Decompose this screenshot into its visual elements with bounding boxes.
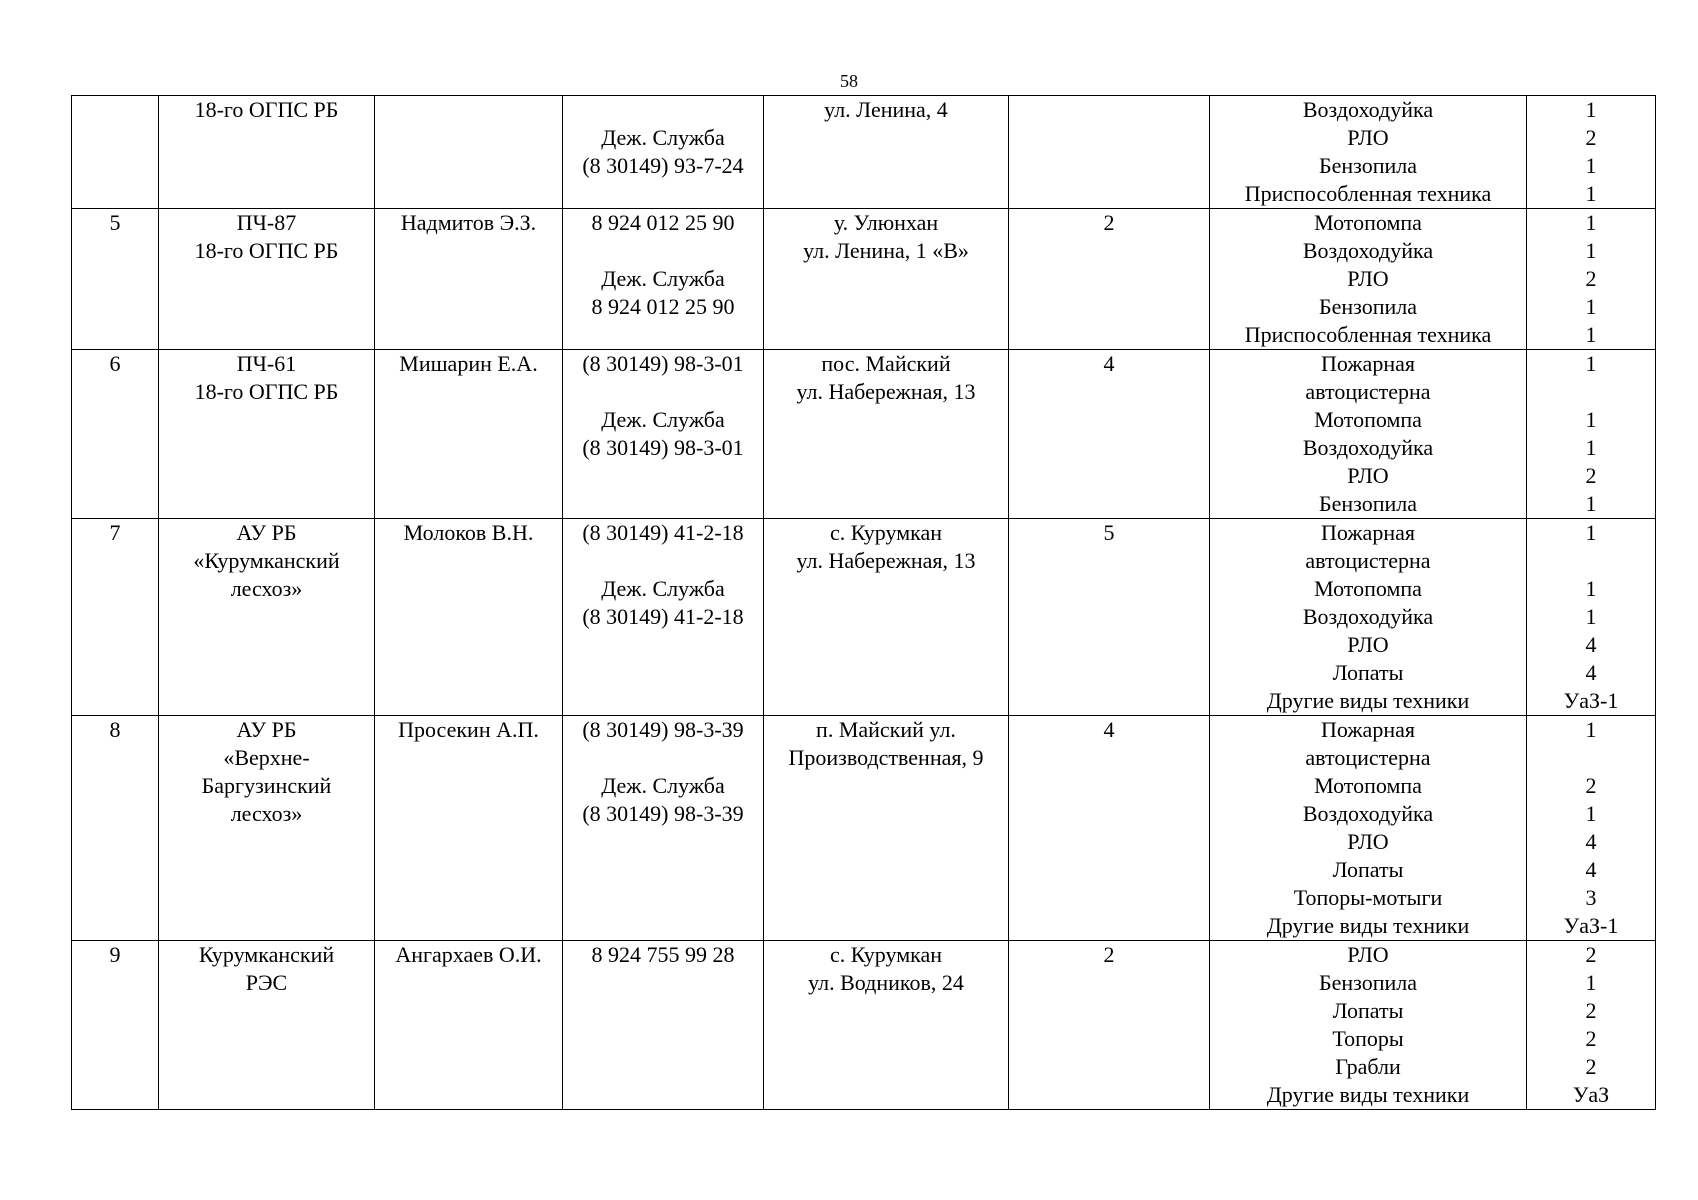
cell-head bbox=[375, 209, 563, 350]
cell-phone bbox=[563, 96, 764, 209]
cell-line: 4 bbox=[1585, 857, 1597, 882]
cell-quantity bbox=[1527, 941, 1656, 1110]
cell-equipment bbox=[1210, 716, 1527, 941]
cell-line: АУ РБ bbox=[236, 717, 297, 742]
cell-line: Производственная, 9 bbox=[788, 745, 984, 770]
cell-line: 8 bbox=[109, 717, 121, 742]
cell-address bbox=[764, 209, 1009, 350]
cell-equipment bbox=[1210, 941, 1527, 1110]
cell-line: 1 bbox=[1585, 491, 1597, 516]
cell-line: 2 bbox=[1585, 942, 1597, 967]
cell-quantity bbox=[1527, 96, 1656, 209]
cell-line: ПЧ-61 bbox=[236, 351, 297, 376]
cell-line: УаЗ-1 bbox=[1563, 688, 1619, 713]
cell-line: с. Курумкан bbox=[829, 520, 943, 545]
cell-line: 2 bbox=[1585, 1026, 1597, 1051]
cell-phone bbox=[563, 941, 764, 1110]
cell-line: Мотопомпа bbox=[1314, 773, 1422, 798]
cell-line: 18-го ОГПС РБ bbox=[194, 97, 339, 122]
cell-line: 1 bbox=[1585, 153, 1597, 178]
cell-line: 8 924 012 25 90 bbox=[591, 294, 735, 319]
cell-line: Деж. Служба bbox=[601, 266, 725, 291]
cell-line: у. Улюнхан bbox=[833, 210, 939, 235]
cell-line bbox=[565, 378, 761, 406]
table-row bbox=[72, 941, 1656, 1110]
cell-line: Топоры bbox=[1332, 1026, 1404, 1051]
cell-line: 1 bbox=[1585, 604, 1597, 629]
cell-number bbox=[72, 716, 159, 941]
cell-line: 5 bbox=[1103, 520, 1115, 545]
cell-address bbox=[764, 350, 1009, 519]
cell-line: 1 bbox=[1585, 717, 1597, 742]
cell-line: автоцистерна bbox=[1305, 745, 1431, 770]
cell-line: Бензопила bbox=[1318, 970, 1418, 995]
cell-line: (8 30149) 98-3-39 bbox=[582, 801, 744, 826]
cell-line: Другие виды техники bbox=[1266, 1082, 1470, 1107]
cell-line: Мотопомпа bbox=[1314, 210, 1422, 235]
cell-line: (8 30149) 41-2-18 bbox=[582, 520, 744, 545]
cell-line: 1 bbox=[1585, 238, 1597, 263]
cell-line: 2 bbox=[1103, 210, 1115, 235]
cell-line: Бензопила bbox=[1318, 153, 1418, 178]
cell-phone bbox=[563, 350, 764, 519]
cell-line: 1 bbox=[1585, 435, 1597, 460]
cell-equipment bbox=[1210, 519, 1527, 716]
cell-organization bbox=[159, 519, 375, 716]
cell-line: Ангархаев О.И. bbox=[395, 942, 542, 967]
cell-line: 1 bbox=[1585, 970, 1597, 995]
cell-line: УаЗ-1 bbox=[1563, 913, 1619, 938]
cell-staff-count bbox=[1009, 716, 1210, 941]
cell-line: 2 bbox=[1585, 1054, 1597, 1079]
cell-line: Пожарная bbox=[1321, 520, 1415, 545]
cell-line: «Верхне- bbox=[223, 745, 310, 770]
cell-organization bbox=[159, 716, 375, 941]
cell-line: Воздоходуйка bbox=[1302, 238, 1434, 263]
cell-line: Грабли bbox=[1335, 1054, 1401, 1079]
cell-quantity bbox=[1527, 519, 1656, 716]
cell-line: Мишарин Е.А. bbox=[399, 351, 538, 376]
cell-line: 1 bbox=[1585, 294, 1597, 319]
cell-line: Мотопомпа bbox=[1314, 576, 1422, 601]
cell-line: Воздоходуйка bbox=[1302, 604, 1434, 629]
cell-address bbox=[764, 519, 1009, 716]
cell-line: Пожарная bbox=[1321, 717, 1415, 742]
cell-quantity bbox=[1527, 716, 1656, 941]
cell-line: Топоры-мотыги bbox=[1293, 885, 1443, 910]
cell-head bbox=[375, 96, 563, 209]
cell-line: Мотопомпа bbox=[1314, 407, 1422, 432]
cell-line: «Курумканский bbox=[193, 548, 340, 573]
cell-line: Воздоходуйка bbox=[1302, 97, 1434, 122]
cell-line: ул. Водников, 24 bbox=[808, 970, 964, 995]
cell-staff-count bbox=[1009, 96, 1210, 209]
cell-line: Надмитов Э.З. bbox=[400, 210, 537, 235]
cell-head bbox=[375, 941, 563, 1110]
cell-line: Другие виды техники bbox=[1266, 688, 1470, 713]
cell-staff-count bbox=[1009, 209, 1210, 350]
cell-head bbox=[375, 716, 563, 941]
cell-line: 1 bbox=[1585, 322, 1597, 347]
table-row bbox=[72, 350, 1656, 519]
cell-line bbox=[1529, 378, 1653, 406]
cell-line: Лопаты bbox=[1332, 857, 1404, 882]
cell-line: РЛО bbox=[1347, 829, 1389, 854]
cell-line: Бензопила bbox=[1318, 491, 1418, 516]
cell-line: Воздоходуйка bbox=[1302, 435, 1434, 460]
cell-line: автоцистерна bbox=[1305, 548, 1431, 573]
cell-head bbox=[375, 350, 563, 519]
page-number: 58 bbox=[840, 71, 858, 91]
cell-line: РЛО bbox=[1347, 266, 1389, 291]
cell-line: 1 bbox=[1585, 407, 1597, 432]
cell-organization bbox=[159, 350, 375, 519]
table-row bbox=[72, 716, 1656, 941]
cell-phone bbox=[563, 519, 764, 716]
cell-line: 4 bbox=[1103, 717, 1115, 742]
cell-line: 4 bbox=[1585, 632, 1597, 657]
cell-line: Деж. Служба bbox=[601, 576, 725, 601]
cell-line: РЭС bbox=[245, 970, 288, 995]
resources-table bbox=[71, 95, 1656, 1110]
cell-line: Деж. Служба bbox=[601, 125, 725, 150]
cell-address bbox=[764, 716, 1009, 941]
cell-organization bbox=[159, 941, 375, 1110]
cell-line: (8 30149) 98-3-01 bbox=[582, 435, 744, 460]
cell-line: Пожарная bbox=[1321, 351, 1415, 376]
cell-line: ул. Ленина, 1 «В» bbox=[803, 238, 969, 263]
cell-line: Другие виды техники bbox=[1266, 913, 1470, 938]
cell-line: лесхоз» bbox=[230, 801, 303, 826]
cell-line: 8 924 755 99 28 bbox=[591, 942, 735, 967]
cell-line: 2 bbox=[1585, 998, 1597, 1023]
cell-line: 3 bbox=[1585, 885, 1597, 910]
cell-line: 7 bbox=[109, 520, 121, 545]
cell-line bbox=[1529, 547, 1653, 575]
cell-line: 1 bbox=[1585, 97, 1597, 122]
cell-line: 1 bbox=[1585, 210, 1597, 235]
cell-line bbox=[565, 237, 761, 265]
cell-line: 9 bbox=[109, 942, 121, 967]
cell-line: (8 30149) 98-3-01 bbox=[582, 351, 744, 376]
cell-phone bbox=[563, 209, 764, 350]
cell-line: 2 bbox=[1103, 942, 1115, 967]
cell-equipment bbox=[1210, 350, 1527, 519]
cell-line: АУ РБ bbox=[236, 520, 297, 545]
cell-line: 1 bbox=[1585, 576, 1597, 601]
cell-line: Деж. Служба bbox=[601, 773, 725, 798]
cell-number bbox=[72, 519, 159, 716]
cell-organization bbox=[159, 96, 375, 209]
cell-line: 5 bbox=[109, 210, 121, 235]
cell-line: Лопаты bbox=[1332, 660, 1404, 685]
table-row bbox=[72, 96, 1656, 209]
cell-address bbox=[764, 96, 1009, 209]
cell-line: ул. Набережная, 13 bbox=[796, 548, 976, 573]
cell-quantity bbox=[1527, 350, 1656, 519]
cell-number bbox=[72, 209, 159, 350]
cell-address bbox=[764, 941, 1009, 1110]
cell-equipment bbox=[1210, 209, 1527, 350]
cell-line: РЛО bbox=[1347, 125, 1389, 150]
cell-line: Воздоходуйка bbox=[1302, 801, 1434, 826]
cell-line bbox=[1529, 744, 1653, 772]
cell-line: автоцистерна bbox=[1305, 379, 1431, 404]
cell-line: 2 bbox=[1585, 773, 1597, 798]
cell-line: 4 bbox=[1585, 660, 1597, 685]
cell-line: 8 924 012 25 90 bbox=[591, 210, 735, 235]
cell-line: Приспособленная техника bbox=[1244, 322, 1492, 347]
cell-line bbox=[565, 96, 761, 124]
cell-number bbox=[72, 96, 159, 209]
cell-line: 2 bbox=[1585, 463, 1597, 488]
cell-line: (8 30149) 98-3-39 bbox=[582, 717, 744, 742]
cell-staff-count bbox=[1009, 519, 1210, 716]
cell-line: РЛО bbox=[1347, 942, 1389, 967]
cell-line: ул. Набережная, 13 bbox=[796, 379, 976, 404]
cell-line: РЛО bbox=[1347, 632, 1389, 657]
cell-line: 1 bbox=[1585, 520, 1597, 545]
cell-line: 18-го ОГПС РБ bbox=[194, 238, 339, 263]
cell-line: Деж. Служба bbox=[601, 407, 725, 432]
cell-line bbox=[565, 744, 761, 772]
cell-line: 1 bbox=[1585, 801, 1597, 826]
cell-line: Баргузинский bbox=[201, 773, 332, 798]
table-row bbox=[72, 519, 1656, 716]
cell-head bbox=[375, 519, 563, 716]
cell-line: 1 bbox=[1585, 351, 1597, 376]
cell-line: (8 30149) 93-7-24 bbox=[582, 153, 744, 178]
cell-line: 18-го ОГПС РБ bbox=[194, 379, 339, 404]
cell-line: (8 30149) 41-2-18 bbox=[582, 604, 744, 629]
cell-line: ПЧ-87 bbox=[236, 210, 297, 235]
cell-line: Просекин А.П. bbox=[398, 717, 539, 742]
cell-line: лесхоз» bbox=[230, 576, 303, 601]
cell-line: 2 bbox=[1585, 125, 1597, 150]
cell-line: 1 bbox=[1585, 181, 1597, 206]
cell-line: п. Майский ул. bbox=[816, 717, 956, 742]
cell-equipment bbox=[1210, 96, 1527, 209]
cell-line: 2 bbox=[1585, 266, 1597, 291]
cell-line: пос. Майский bbox=[821, 351, 951, 376]
cell-line: 4 bbox=[1585, 829, 1597, 854]
cell-line: Молоков В.Н. bbox=[403, 520, 534, 545]
cell-line: Курумканский bbox=[198, 942, 335, 967]
cell-number bbox=[72, 350, 159, 519]
cell-staff-count bbox=[1009, 350, 1210, 519]
cell-line: 6 bbox=[109, 351, 121, 376]
table-row bbox=[72, 209, 1656, 350]
cell-staff-count bbox=[1009, 941, 1210, 1110]
cell-line: 4 bbox=[1103, 351, 1115, 376]
cell-line bbox=[565, 547, 761, 575]
cell-line: Приспособленная техника bbox=[1244, 181, 1492, 206]
cell-quantity bbox=[1527, 209, 1656, 350]
cell-line: Лопаты bbox=[1332, 998, 1404, 1023]
cell-line: РЛО bbox=[1347, 463, 1389, 488]
cell-line: с. Курумкан bbox=[829, 942, 943, 967]
cell-line: Бензопила bbox=[1318, 294, 1418, 319]
cell-line: ул. Ленина, 4 bbox=[824, 97, 948, 122]
cell-line: УаЗ bbox=[1572, 1082, 1610, 1107]
cell-number bbox=[72, 941, 159, 1110]
cell-organization bbox=[159, 209, 375, 350]
cell-phone bbox=[563, 716, 764, 941]
